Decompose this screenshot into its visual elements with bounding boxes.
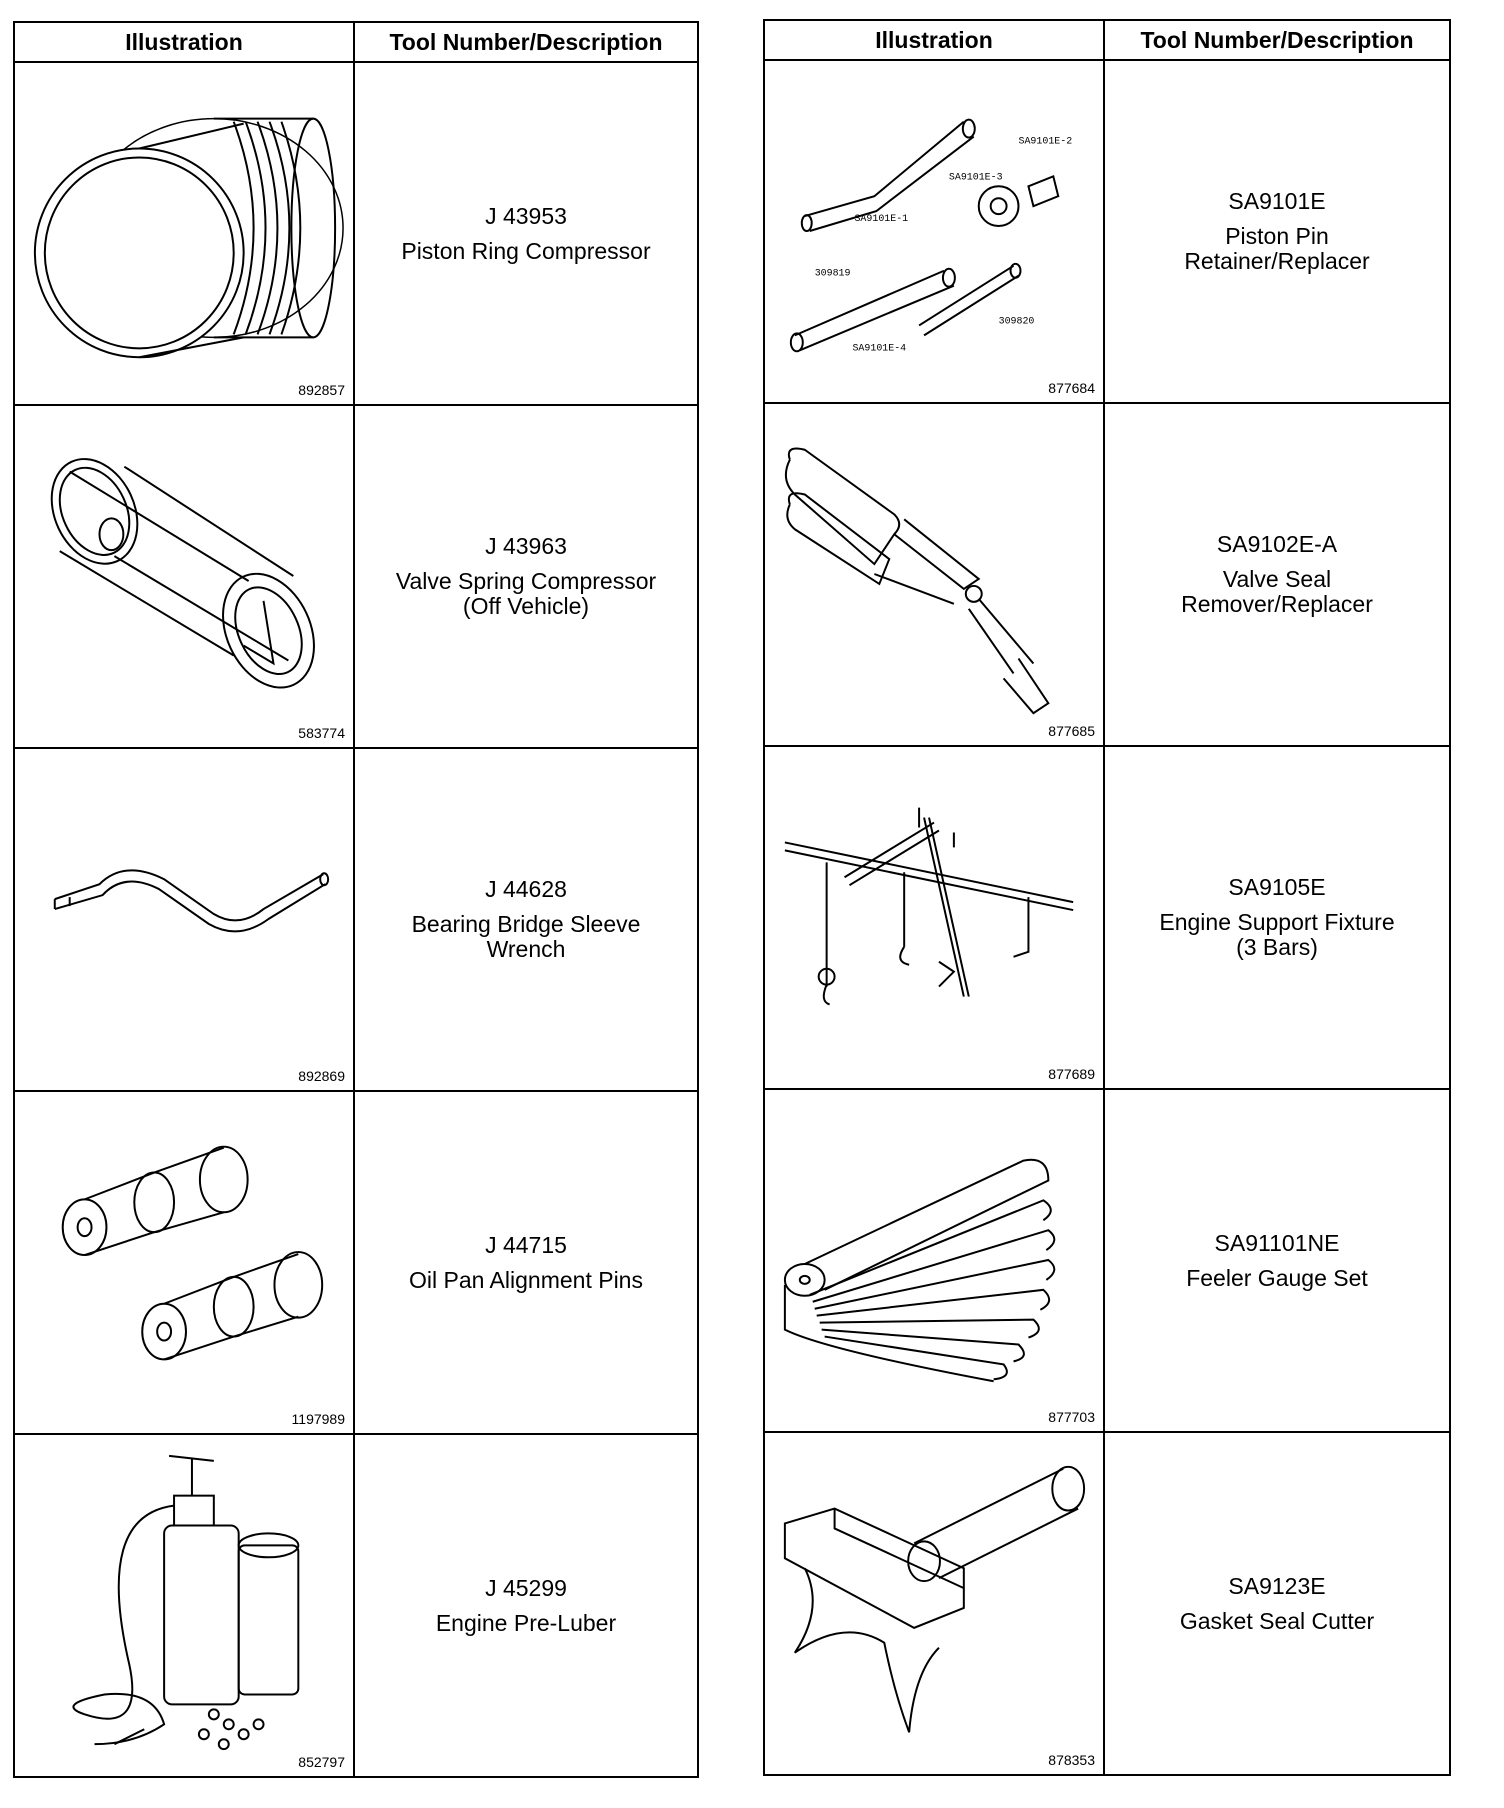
illustration-cell bbox=[764, 1089, 1104, 1432]
description-header: Tool Number/Description bbox=[354, 22, 698, 62]
right-tool-table bbox=[763, 19, 1451, 1776]
engine-support-fixture-illustration bbox=[765, 747, 1103, 1088]
figure-number: 877684 bbox=[1048, 380, 1095, 396]
description-cell bbox=[354, 1434, 698, 1777]
description-cell bbox=[354, 62, 698, 405]
tool-number: J 44628 bbox=[485, 876, 567, 902]
table-row bbox=[14, 748, 698, 1091]
piston-ring-compressor-illustration bbox=[15, 63, 353, 404]
description-cell bbox=[1104, 746, 1450, 1089]
tool-description-line-2: Remover/Replacer bbox=[1181, 591, 1373, 617]
tool-description-line-2: Wrench bbox=[486, 936, 566, 962]
description-cell bbox=[1104, 403, 1450, 746]
tool-description: Oil Pan Alignment Pins bbox=[409, 1266, 643, 1293]
illustration-cell bbox=[764, 1432, 1104, 1775]
figure-number: 583774 bbox=[298, 725, 345, 741]
figure-number: 852797 bbox=[298, 1754, 345, 1770]
description-cell bbox=[354, 405, 698, 748]
figure-number: 877703 bbox=[1048, 1409, 1095, 1425]
tool-description-line-2: Retainer/Replacer bbox=[1184, 248, 1370, 274]
table-row bbox=[14, 1434, 698, 1777]
pre-luber-illustration bbox=[15, 1435, 353, 1776]
description-header: Tool Number/Description bbox=[1104, 20, 1450, 60]
feeler-gauge-illustration bbox=[765, 1090, 1103, 1431]
illustration-cell bbox=[14, 1091, 354, 1434]
table-row bbox=[764, 60, 1450, 403]
illustration-cell bbox=[14, 1434, 354, 1777]
tool-number: J 45299 bbox=[485, 1574, 567, 1601]
sleeve-wrench-illustration bbox=[15, 749, 353, 1090]
tool-description: Feeler Gauge Set bbox=[1186, 1264, 1368, 1291]
table-row bbox=[14, 405, 698, 748]
figure-number: 877685 bbox=[1048, 723, 1095, 739]
table-row bbox=[14, 62, 698, 405]
tool-number: J 44715 bbox=[485, 1231, 567, 1258]
description-cell bbox=[1104, 1432, 1450, 1775]
callout-label: 309820 bbox=[998, 315, 1035, 327]
figure-number: 878353 bbox=[1048, 1752, 1095, 1768]
tool-description-line-2: (Off Vehicle) bbox=[462, 593, 590, 619]
figure-number: 1197989 bbox=[291, 1411, 345, 1427]
table-row bbox=[764, 403, 1450, 746]
illustration-header: Illustration bbox=[14, 22, 354, 62]
table-row bbox=[764, 1089, 1450, 1432]
left-tool-table bbox=[13, 21, 699, 1778]
tool-description: Valve Seal bbox=[1222, 566, 1332, 592]
description-cell bbox=[1104, 60, 1450, 403]
illustration-cell bbox=[764, 60, 1104, 403]
tool-number: SA91101NE bbox=[1214, 1229, 1340, 1256]
illustration-cell bbox=[14, 62, 354, 405]
tool-number: SA9102E-A bbox=[1216, 531, 1338, 557]
tool-description: Engine Support Fixture bbox=[1159, 909, 1395, 935]
tool-description: Engine Pre-Luber bbox=[435, 1609, 617, 1636]
callout-label: SA9101E-4 bbox=[852, 342, 907, 354]
callout-label: SA9101E-1 bbox=[854, 213, 909, 225]
piston-pin-tool-illustration bbox=[765, 61, 1103, 402]
table-row bbox=[764, 746, 1450, 1089]
figure-number: 877689 bbox=[1048, 1066, 1095, 1082]
description-cell bbox=[354, 1091, 698, 1434]
tool-number: SA9105E bbox=[1228, 874, 1326, 900]
illustration-cell bbox=[14, 405, 354, 748]
table-row bbox=[764, 1432, 1450, 1775]
gasket-cutter-illustration bbox=[765, 1433, 1103, 1774]
illustration-cell bbox=[764, 403, 1104, 746]
illustration-cell bbox=[764, 746, 1104, 1089]
figure-number: 892857 bbox=[298, 382, 345, 398]
alignment-pins-illustration bbox=[15, 1092, 353, 1433]
tool-number: SA9101E bbox=[1228, 188, 1326, 214]
illustration-cell bbox=[14, 748, 354, 1091]
tool-description: Bearing Bridge Sleeve bbox=[411, 911, 641, 937]
table-row bbox=[14, 1091, 698, 1434]
illustration-header: Illustration bbox=[764, 20, 1104, 60]
figure-number: 892869 bbox=[298, 1068, 345, 1084]
callout-label: SA9101E-2 bbox=[1018, 135, 1073, 147]
tool-description: Piston Ring Compressor bbox=[401, 237, 651, 264]
tool-description: Gasket Seal Cutter bbox=[1179, 1607, 1375, 1634]
description-cell bbox=[1104, 1089, 1450, 1432]
tool-description: Valve Spring Compressor bbox=[395, 568, 657, 594]
callout-label: SA9101E-3 bbox=[948, 171, 1003, 183]
valve-seal-tool-illustration bbox=[765, 404, 1103, 745]
tool-number: J 43963 bbox=[485, 533, 567, 559]
callout-label: 309819 bbox=[814, 267, 851, 279]
tool-number: SA9123E bbox=[1228, 1572, 1326, 1599]
tool-description-line-2: (3 Bars) bbox=[1236, 934, 1318, 960]
valve-spring-compressor-illustration bbox=[15, 406, 353, 747]
description-cell bbox=[354, 748, 698, 1091]
tool-description: Piston Pin bbox=[1225, 223, 1329, 249]
tool-number: J 43953 bbox=[485, 202, 567, 229]
